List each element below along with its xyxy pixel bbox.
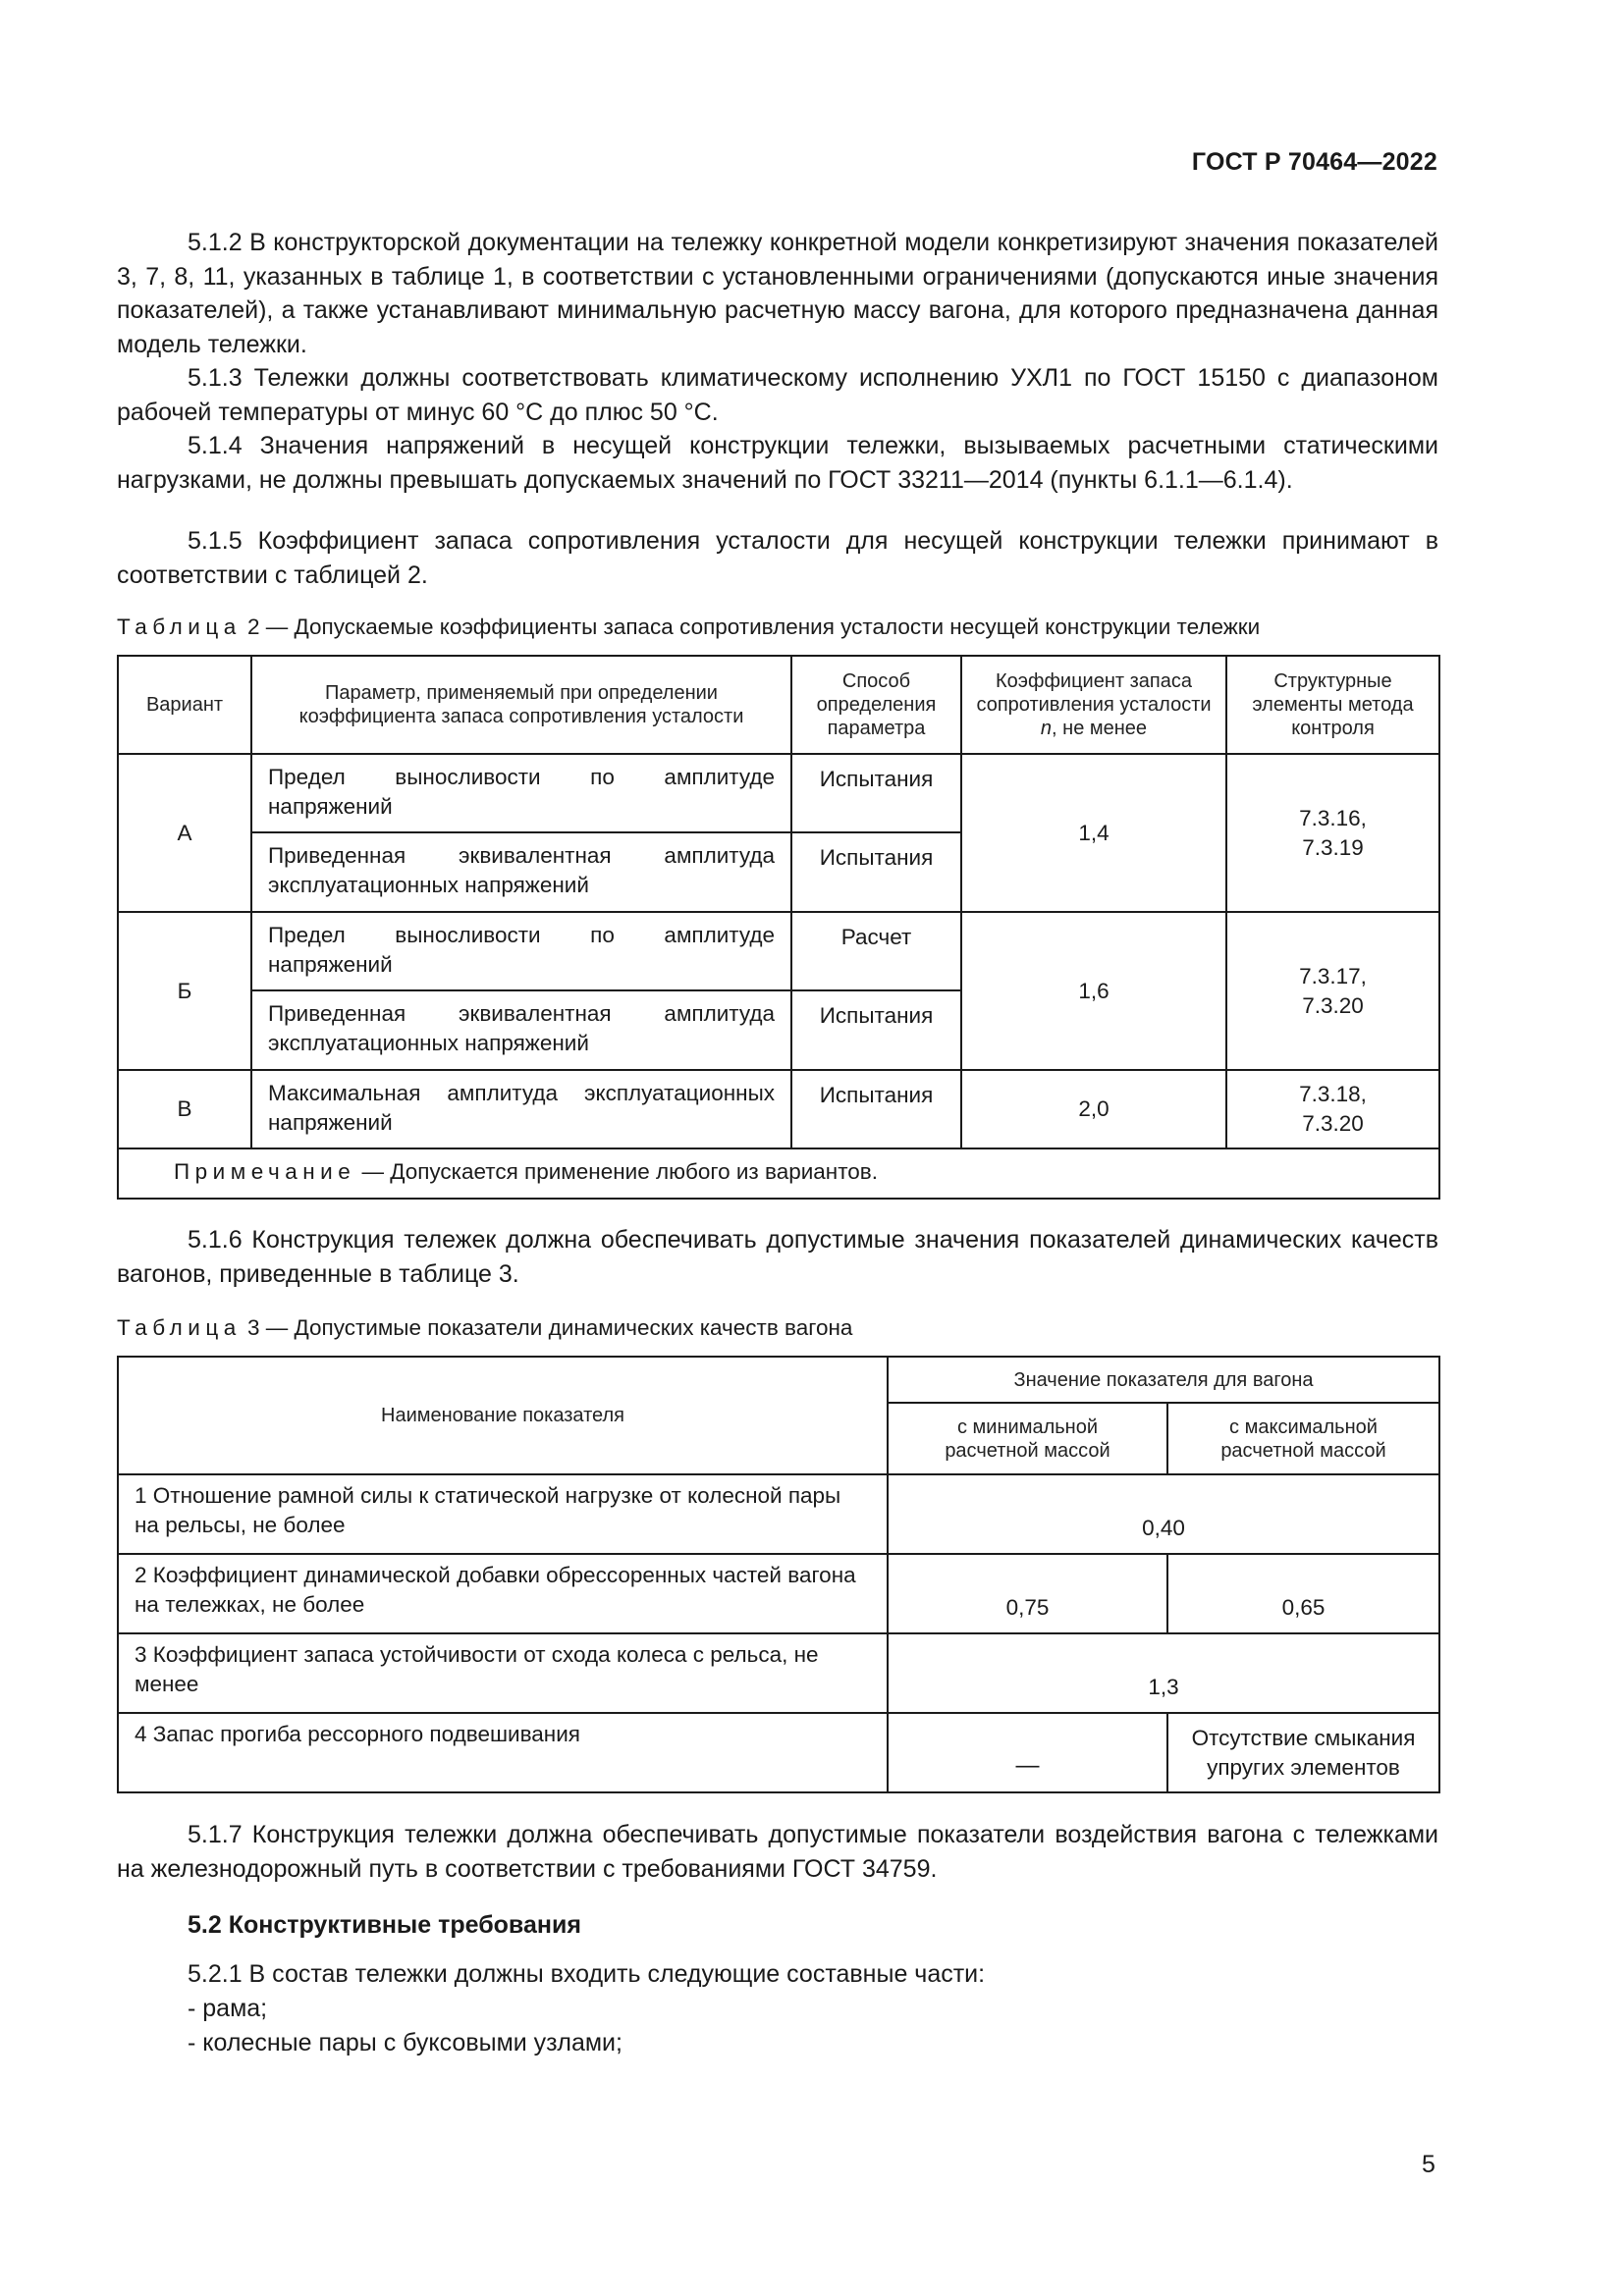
table2-caption-text: 2 — Допускаемые коэффициенты запаса сопротивления усталости несущей конструкции тележки [247, 614, 1261, 639]
paragraph-5-1-6: 5.1.6 Конструкция тележек должна обеспечивать допустимые значения показателей динамических качеств вагонов, приведенные в таблице 3. [117, 1226, 1438, 1288]
table-2 [117, 655, 1440, 1200]
table2-coef-a: 1,4 [961, 754, 1226, 912]
table2-elements-v-1: 7.3.18, [1299, 1082, 1367, 1106]
list-item-wheelsets: - колесные пары с буксовыми узлами; [188, 2029, 623, 2056]
paragraph-5-1-5: 5.1.5 Коэффициент запаса сопротивления усталости для несущей конструкции тележки принимают в соответствии с таблицей 2. [117, 527, 1438, 589]
table3-name-4: 4 Запас прогиба рессорного подвешивания [118, 1713, 888, 1792]
paragraph-5-1-2: 5.1.2 В конструкторской документации на тележку конкретной модели конкретизируют значения показателей 3, 7, 8, 11, указанных в таблице 1, в соответствии с установленными ограничениями (допускаются иные значения показателей), а также устанавливают минимальную расчетную массу вагона, для которого предназначена данная модель тележки. [117, 229, 1438, 358]
table2-elements-b [1226, 912, 1439, 1070]
table2-header-coef-n: n [1040, 718, 1053, 739]
document-number: ГОСТ Р 70464—2022 [1191, 148, 1437, 176]
table2-elements-a-2: 7.3.19 [1302, 834, 1364, 860]
table3-row-1 [118, 1474, 1439, 1554]
table3-header-name: Наименование показателя [118, 1357, 888, 1474]
table2-param-a1: Предел выносливости по амплитуде напряжений [251, 754, 791, 832]
table3-row-4 [118, 1713, 1439, 1792]
section-heading-5-2: 5.2 Конструктивные требования [188, 1911, 581, 1939]
table-3 [117, 1356, 1440, 1793]
table2-method-a2: Испытания [791, 832, 961, 912]
table2-elements-v [1226, 1070, 1439, 1148]
table3-max-4: Отсутствие смыкания упругих элементов [1167, 1713, 1439, 1792]
table3-caption-text: 3 — Допустимые показатели динамических качеств вагона [247, 1315, 853, 1340]
table2-elements-a-1: 7.3.16, [1299, 805, 1367, 830]
paragraph-5-2-1: 5.2.1 В состав тележки должны входить следующие составные части: [188, 1960, 986, 1988]
table2-elements-b-1: 7.3.17, [1299, 963, 1367, 988]
table2-note-prefix: Примечание [174, 1159, 356, 1184]
table2-elements-v-2: 7.3.20 [1302, 1111, 1364, 1136]
table3-header-min-mass: с минимальной расчетной массой [888, 1403, 1167, 1474]
table2-header-coef-text: Коэффициент запаса сопротивления усталости [976, 670, 1212, 716]
table2-variant-a: А [118, 754, 251, 912]
table3-caption-prefix: Таблица [117, 1315, 242, 1340]
table2-caption [117, 613, 1260, 642]
table3-header-max-mass: с максимальной расчетной массой [1167, 1403, 1439, 1474]
table2-variant-b: Б [118, 912, 251, 1070]
table2-elements-b-2: 7.3.20 [1302, 992, 1364, 1018]
table2-caption-prefix: Таблица [117, 614, 242, 639]
table3-name-3: 3 Коэффициент запаса устойчивости от схода колеса с рельса, не менее [118, 1633, 888, 1713]
table2-header-parameter: Параметр, применяемый при определении коэффициента запаса сопротивления усталости [251, 656, 791, 754]
table2-header-coefficient [961, 656, 1226, 754]
table2-coef-v: 2,0 [961, 1070, 1226, 1148]
table2-coef-b: 1,6 [961, 912, 1226, 1070]
table3-row-2 [118, 1554, 1439, 1633]
table2-param-a2: Приведенная эквивалентная амплитуда эксплуатационных напряжений [251, 832, 791, 912]
paragraph-5-1-4: 5.1.4 Значения напряжений в несущей конструкции тележки, вызываемых расчетными статическими нагрузками, не должны превышать допускаемых значений по ГОСТ 33211—2014 (пункты 6.1.1—6.1.4). [117, 432, 1438, 494]
table3-name-1: 1 Отношение рамной силы к статической нагрузке от колесной пары на рельсы, не более [118, 1474, 888, 1554]
table2-param-b1: Предел выносливости по амплитуде напряжений [251, 912, 791, 990]
table2-header-coef-suffix: , не менее [1052, 718, 1148, 739]
paragraph-5-1-7: 5.1.7 Конструкция тележки должна обеспечивать допустимые показатели воздействия вагона с тележками на железнодорожный путь в соответствии с требованиями ГОСТ 34759. [117, 1821, 1438, 1883]
table2-header-elements: Структурные элементы метода контроля [1226, 656, 1439, 754]
table2-row-v [118, 1070, 1439, 1148]
table3-min-2: 0,75 [888, 1554, 1167, 1633]
table2-method-b1: Расчет [791, 912, 961, 990]
table2-variant-v: В [118, 1070, 251, 1148]
table2-header-row [118, 656, 1439, 754]
table3-caption [117, 1313, 852, 1343]
table3-max-2: 0,65 [1167, 1554, 1439, 1633]
table2-method-v: Испытания [791, 1070, 961, 1148]
table2-note-row [118, 1148, 1439, 1199]
table3-header-row-1 [118, 1357, 1439, 1403]
table2-method-a1: Испытания [791, 754, 961, 832]
page-number: 5 [1422, 2151, 1435, 2178]
table3-header-value: Значение показателя для вагона [888, 1357, 1439, 1403]
table2-row-a1 [118, 754, 1439, 832]
table3-name-2: 2 Коэффициент динамической добавки обрессоренных частей вагона на тележках, не более [118, 1554, 888, 1633]
table2-elements-a [1226, 754, 1439, 912]
table2-header-variant: Вариант [118, 656, 251, 754]
table2-note [118, 1148, 1439, 1199]
table2-header-method: Способ определения параметра [791, 656, 961, 754]
table2-param-v: Максимальная амплитуда эксплуатационных напряжений [251, 1070, 791, 1148]
table3-value-1: 0,40 [888, 1474, 1439, 1554]
table3-row-3 [118, 1633, 1439, 1713]
table2-row-b1 [118, 912, 1439, 990]
table2-note-text: — Допускается применение любого из вариантов. [355, 1159, 878, 1184]
paragraph-5-1-3: 5.1.3 Тележки должны соответствовать климатическому исполнению УХЛ1 по ГОСТ 15150 с диапазоном рабочей температуры от минус 60 °С до плюс 50 °С. [117, 364, 1438, 426]
table3-value-3: 1,3 [888, 1633, 1439, 1713]
table2-param-b2: Приведенная эквивалентная амплитуда эксплуатационных напряжений [251, 990, 791, 1070]
list-item-frame: - рама; [188, 1995, 268, 2022]
table3-min-4: — [888, 1713, 1167, 1792]
table2-method-b2: Испытания [791, 990, 961, 1070]
